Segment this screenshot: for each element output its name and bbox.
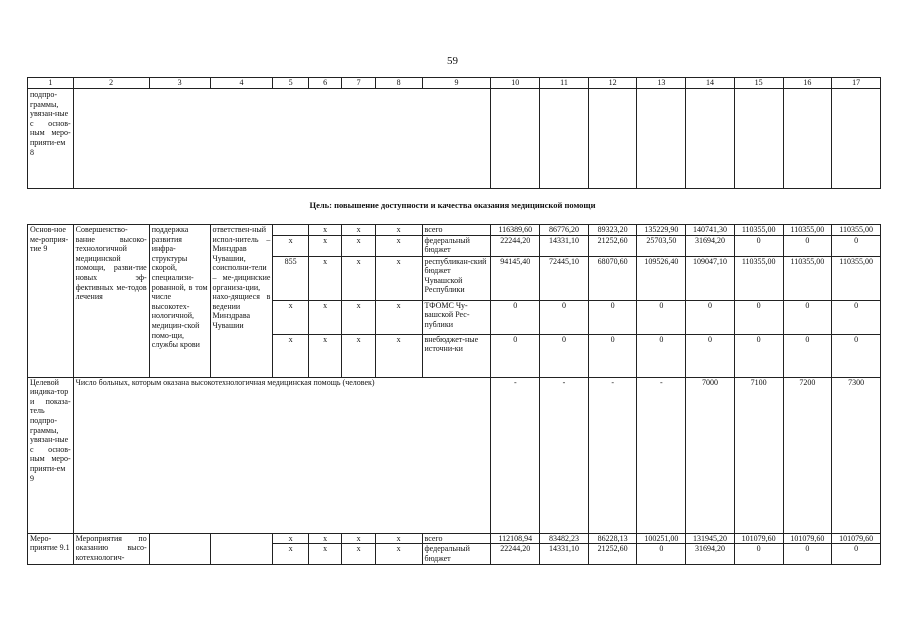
code-cell: x <box>342 544 375 565</box>
code-cell: x <box>375 256 422 300</box>
value-cell: 110355,00 <box>832 225 881 236</box>
value-cell: 68070,60 <box>588 256 637 300</box>
value-cell: 0 <box>588 300 637 334</box>
source-cell: ТФОМС Чу-вашской Рес-публики <box>422 300 491 334</box>
value-cell: 0 <box>734 334 783 377</box>
value-cell: 7100 <box>734 377 783 533</box>
code-cell: x <box>308 533 341 544</box>
empty-cell <box>686 89 735 189</box>
code-cell: x <box>273 300 308 334</box>
col-num: 3 <box>149 78 210 89</box>
col-num: 12 <box>588 78 637 89</box>
value-cell: 0 <box>734 544 783 565</box>
value-cell: 0 <box>491 300 540 334</box>
code-cell: x <box>342 300 375 334</box>
col-num: 6 <box>308 78 341 89</box>
value-cell: 140741,30 <box>686 225 735 236</box>
value-cell: 101079,60 <box>832 533 881 544</box>
code-cell: x <box>375 334 422 377</box>
value-cell: 0 <box>783 334 832 377</box>
value-cell: 0 <box>734 235 783 256</box>
empty-cell <box>832 89 881 189</box>
empty-cell <box>210 533 273 565</box>
value-cell: 110355,00 <box>783 256 832 300</box>
value-cell: 21252,60 <box>588 544 637 565</box>
source-cell: республикан-ский бюджет Чувашской Республики <box>422 256 491 300</box>
col-num: 14 <box>686 78 735 89</box>
value-cell: 7000 <box>686 377 735 533</box>
code-cell: x <box>308 256 341 300</box>
value-cell: 89323,20 <box>588 225 637 236</box>
value-cell: 0 <box>783 300 832 334</box>
value-cell: 14331,10 <box>540 544 589 565</box>
value-cell: 109047,10 <box>686 256 735 300</box>
column-number-row <box>28 78 881 89</box>
value-cell: 0 <box>783 235 832 256</box>
code-cell: x <box>273 235 308 256</box>
value-cell: 31694,20 <box>686 235 735 256</box>
code-cell: x <box>308 334 341 377</box>
indicator-label: подпро-граммы, увязан-ные с основ-ным меро-прияти-ем 8 <box>28 89 74 189</box>
indicator-label: Целевой индика-тор и показа-тель подпро-граммы, увязан-ные с основ-ным меро-прияти-ем 9 <box>28 377 74 533</box>
empty-cell <box>73 89 491 189</box>
value-cell: 86776,20 <box>540 225 589 236</box>
value-cell: 110355,00 <box>832 256 881 300</box>
col-num: 17 <box>832 78 881 89</box>
col-num: 15 <box>734 78 783 89</box>
code-cell: x <box>375 235 422 256</box>
value-cell: 94145,40 <box>491 256 540 300</box>
empty-cell <box>149 533 210 565</box>
event-code: Основ-ное ме-роприя-тие 9 <box>28 225 74 378</box>
source-cell: федеральный бюджет <box>422 235 491 256</box>
empty-cell <box>734 89 783 189</box>
code-cell: x <box>273 533 308 544</box>
value-cell: 0 <box>686 334 735 377</box>
code-cell: x <box>375 544 422 565</box>
value-cell: 72445,10 <box>540 256 589 300</box>
col-num: 11 <box>540 78 589 89</box>
value-cell: 135229,90 <box>637 225 686 236</box>
value-cell: - <box>540 377 589 533</box>
code-cell: x <box>308 300 341 334</box>
code-cell: x <box>342 235 375 256</box>
value-cell: 21252,60 <box>588 235 637 256</box>
goal-title: Цель: повышение доступности и качества оказания медицинской помощи <box>309 200 596 210</box>
value-cell: 86228,13 <box>588 533 637 544</box>
empty-cell <box>637 89 686 189</box>
value-cell: 22244,20 <box>491 544 540 565</box>
empty-cell <box>491 89 540 189</box>
col-num: 13 <box>637 78 686 89</box>
col-num: 8 <box>375 78 422 89</box>
code-cell: x <box>375 225 422 236</box>
code-cell: x <box>342 225 375 236</box>
code-cell: x <box>342 533 375 544</box>
value-cell: 31694,20 <box>686 544 735 565</box>
col-num: 1 <box>28 78 74 89</box>
value-cell: 7300 <box>832 377 881 533</box>
value-cell: 0 <box>588 334 637 377</box>
value-cell: - <box>637 377 686 533</box>
value-cell: 0 <box>832 334 881 377</box>
value-cell: 83482,23 <box>540 533 589 544</box>
col-num: 2 <box>73 78 149 89</box>
value-cell: 110355,00 <box>734 225 783 236</box>
page-number: 59 <box>447 55 458 67</box>
value-cell: 0 <box>832 235 881 256</box>
empty-cell <box>783 89 832 189</box>
value-cell: 0 <box>686 300 735 334</box>
value-cell: 131945,20 <box>686 533 735 544</box>
value-cell: 0 <box>734 300 783 334</box>
table-row <box>28 225 881 236</box>
code-cell: x <box>308 225 341 236</box>
continuation-row <box>28 89 881 189</box>
code-cell: x <box>308 235 341 256</box>
value-cell: - <box>491 377 540 533</box>
event-name: Совершенство-вание высоко-технологичной медицинской помощи, разви-тие новых эф-фективных ме-тодов лечения <box>73 225 149 378</box>
value-cell: 101079,60 <box>734 533 783 544</box>
value-cell: 110355,00 <box>734 256 783 300</box>
value-cell: 109526,40 <box>637 256 686 300</box>
value-cell: 0 <box>832 544 881 565</box>
code-cell: x <box>375 533 422 544</box>
value-cell: - <box>588 377 637 533</box>
col-num: 5 <box>273 78 308 89</box>
table-row <box>28 533 881 544</box>
value-cell: 25703,50 <box>637 235 686 256</box>
top-table <box>27 77 881 189</box>
col-num: 10 <box>491 78 540 89</box>
col-num: 9 <box>422 78 491 89</box>
value-cell: 7200 <box>783 377 832 533</box>
code-cell: x <box>342 256 375 300</box>
value-cell: 0 <box>540 334 589 377</box>
value-cell: 0 <box>637 300 686 334</box>
col-num: 4 <box>210 78 273 89</box>
empty-cell <box>588 89 637 189</box>
event-name: Мероприятия по оказанию высо-котехнологич- <box>73 533 149 565</box>
main-table <box>27 224 881 565</box>
code-cell: x <box>273 544 308 565</box>
event-executor: ответствен-ный испол-нитель – Минздрав Чувашии, соисполни-тели – ме-дицинские организа-ции, нахо-дящиеся в ведении Минздрава Чувашии <box>210 225 273 378</box>
code-cell: x <box>375 300 422 334</box>
value-cell: 112108,94 <box>491 533 540 544</box>
indicator-text: Число больных, которым оказана высокотехнологичная медицинская помощь (человек) <box>73 377 491 533</box>
value-cell: 101079,60 <box>783 533 832 544</box>
source-cell: федеральный бюджет <box>422 544 491 565</box>
event-code: Меро-приятие 9.1 <box>28 533 74 565</box>
code-cell: x <box>342 334 375 377</box>
value-cell: 0 <box>491 334 540 377</box>
code-cell: 855 <box>273 256 308 300</box>
value-cell: 100251,00 <box>637 533 686 544</box>
value-cell: 14331,10 <box>540 235 589 256</box>
code-cell <box>273 225 308 236</box>
indicator-row <box>28 377 881 533</box>
col-num: 16 <box>783 78 832 89</box>
value-cell: 0 <box>637 334 686 377</box>
col-num: 7 <box>342 78 375 89</box>
value-cell: 110355,00 <box>783 225 832 236</box>
value-cell: 0 <box>832 300 881 334</box>
code-cell: x <box>308 544 341 565</box>
value-cell: 0 <box>637 544 686 565</box>
code-cell: x <box>273 334 308 377</box>
source-cell: внебюджет-ные источни-ки <box>422 334 491 377</box>
event-program: поддержка развития инфра-структуры скорой, специализи-рованной, в том числе высокотех-нологичной, медицин-ской помо-щи, службы крови <box>149 225 210 378</box>
source-cell: всего <box>422 225 491 236</box>
value-cell: 22244,20 <box>491 235 540 256</box>
source-cell: всего <box>422 533 491 544</box>
value-cell: 0 <box>540 300 589 334</box>
value-cell: 116389,60 <box>491 225 540 236</box>
value-cell: 0 <box>783 544 832 565</box>
empty-cell <box>540 89 589 189</box>
